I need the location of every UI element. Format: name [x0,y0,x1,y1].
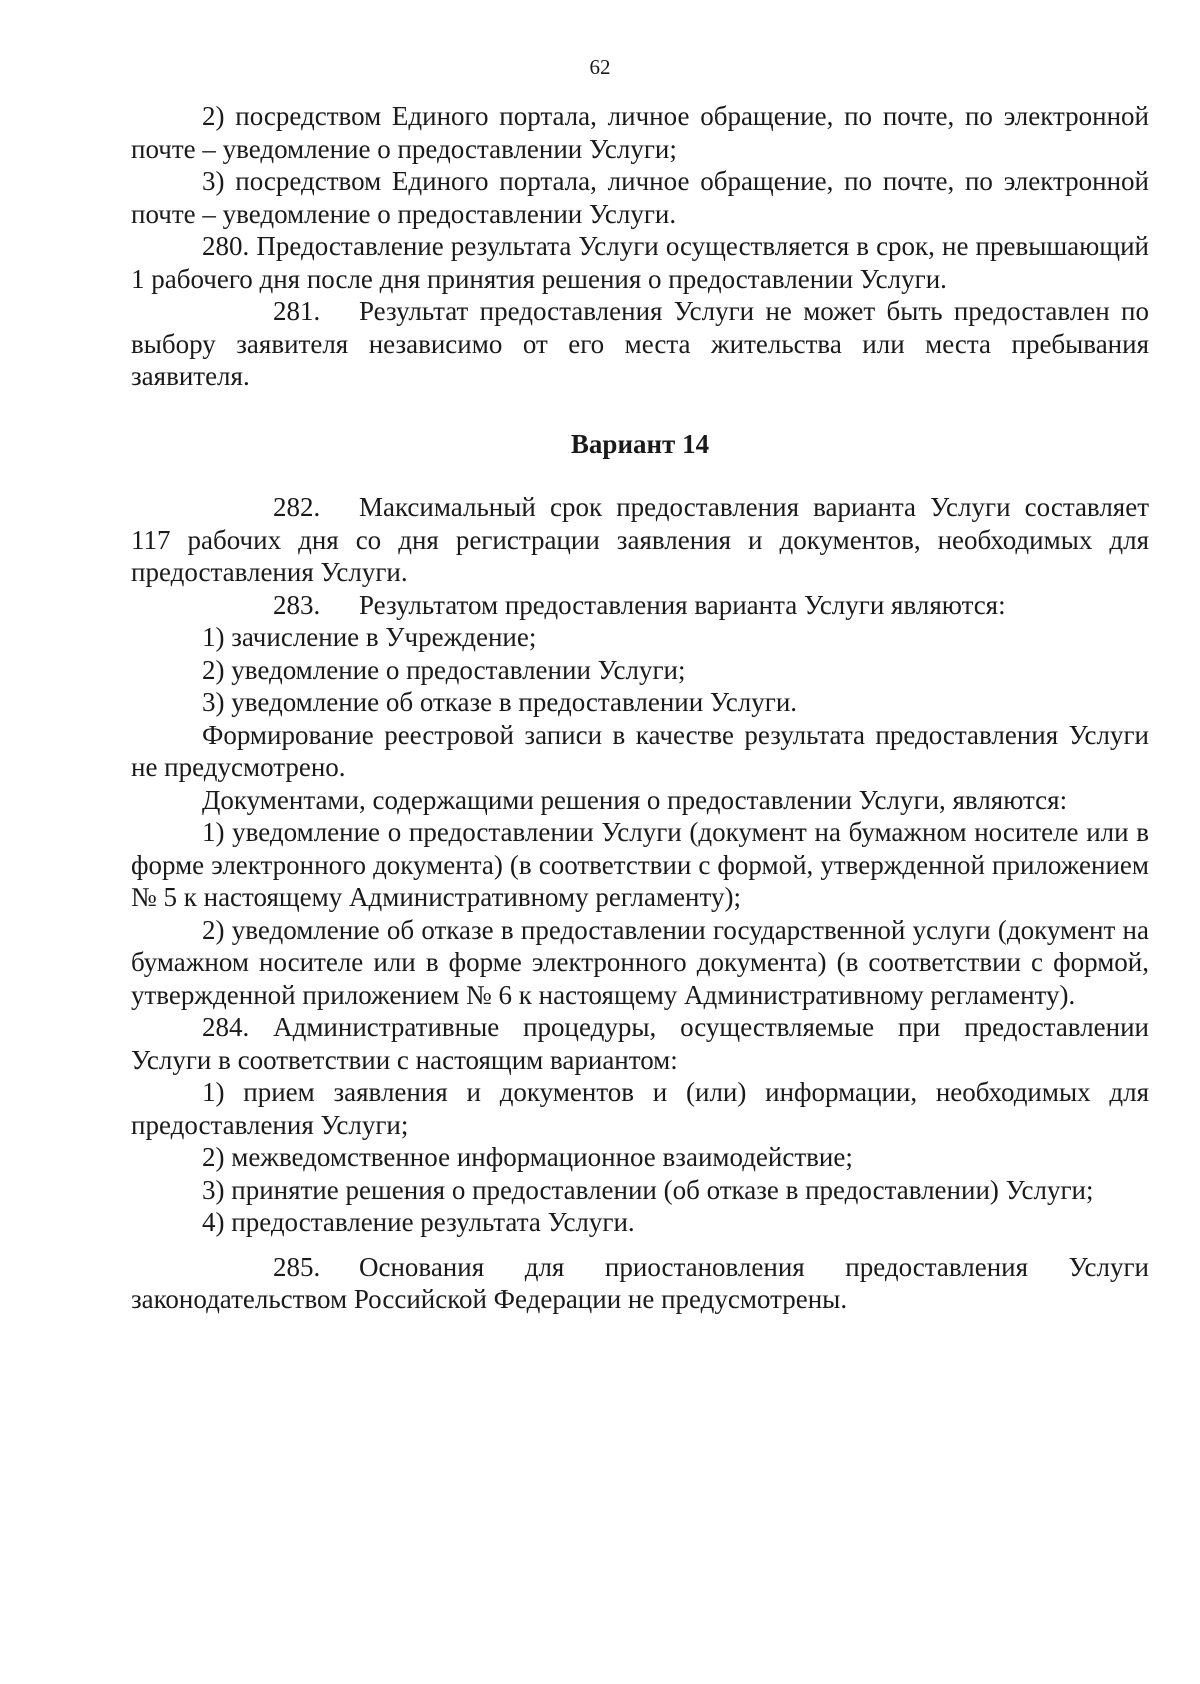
paragraph-282 [131,491,1149,589]
paragraph-281 [131,295,1149,393]
section-heading: Вариант 14 [570,428,710,459]
list-item: 4) предоставление результата Услуги. [202,1207,635,1237]
paragraph-282-number: 282. [273,492,321,522]
list-item: 1) зачисление в Учреждение; [202,622,537,652]
paragraph-285-number: 285. [273,1251,321,1282]
paragraph-282-text: Максимальный срок предоставления варианта Услуги составляет 117 рабочих дня со дня регистрации заявления и документов, необходимых для предоставления Услуги. [131,492,1149,587]
list-item: 3) уведомление об отказе в предоставлении Услуги. [202,687,798,717]
paragraph-284: 284. Административные процедуры, осуществляемые при предоставлении Услуги в соответствии с настоящим вариантом: [131,1012,1149,1075]
paragraph-283-text: Результатом предоставления варианта Услуги являются: [359,589,1006,620]
paragraph-281-number: 281. [273,296,321,326]
paragraph-283-number: 283. [273,589,321,620]
page-number: 62 [589,55,611,79]
list-item: 1) уведомление о предоставлении Услуги (документ на бумажном носителе или в форме электронного документа) (в соответствии с формой, утвержденной приложением № 5 к настоящему Административному регламенту); [131,817,1149,912]
paragraph-280: 280. Предоставление результата Услуги осуществляется в срок, не превышающий 1 рабочего дня после дня принятия решения о предоставлении Услуги. [131,231,1149,294]
list-item: 1) прием заявления и документов и (или) информации, необходимых для предоставления Услуги; [131,1077,1149,1140]
list-item: 2) уведомление о предоставлении Услуги; [202,654,686,685]
list-item: 2) межведомственное информационное взаимодействие; [202,1142,853,1172]
document-body [131,100,1149,1316]
paragraph-285 [131,1251,1149,1316]
paragraph-item-2: 2) посредством Единого портала, личное обращение, по почте, по электронной почте – уведомление о предоставлении Услуги; [131,101,1149,164]
list-item: 3) принятие решения о предоставлении (об отказе в предоставлении) Услуги; [202,1174,1094,1205]
paragraph-docs-intro: Документами, содержащими решения о предоставлении Услуги, являются: [202,784,1068,815]
paragraph-registry: Формирование реестровой записи в качестве результата предоставления Услуги не предусмотрено. [131,719,1149,782]
paragraph-item-3: 3) посредством Единого портала, личное обращение, по почте, по электронной почте – уведомление о предоставлении Услуги. [131,166,1149,229]
paragraph-283 [131,589,1149,622]
list-item: 2) уведомление об отказе в предоставлении государственной услуги (документ на бумажном носителе или в форме электронного документа) (в соответствии с формой, утвержденной приложением № 6 к настоящему Административному регламенту). [131,914,1149,1010]
paragraph-285-text: Основания для приостановления предоставления Услуги законодательством Российской Федерации не предусмотрены. [131,1251,1149,1314]
paragraph-281-text: Результат предоставления Услуги не может быть предоставлен по выбору заявителя независимо от его места жительства или места пребывания заявителя. [131,296,1149,391]
